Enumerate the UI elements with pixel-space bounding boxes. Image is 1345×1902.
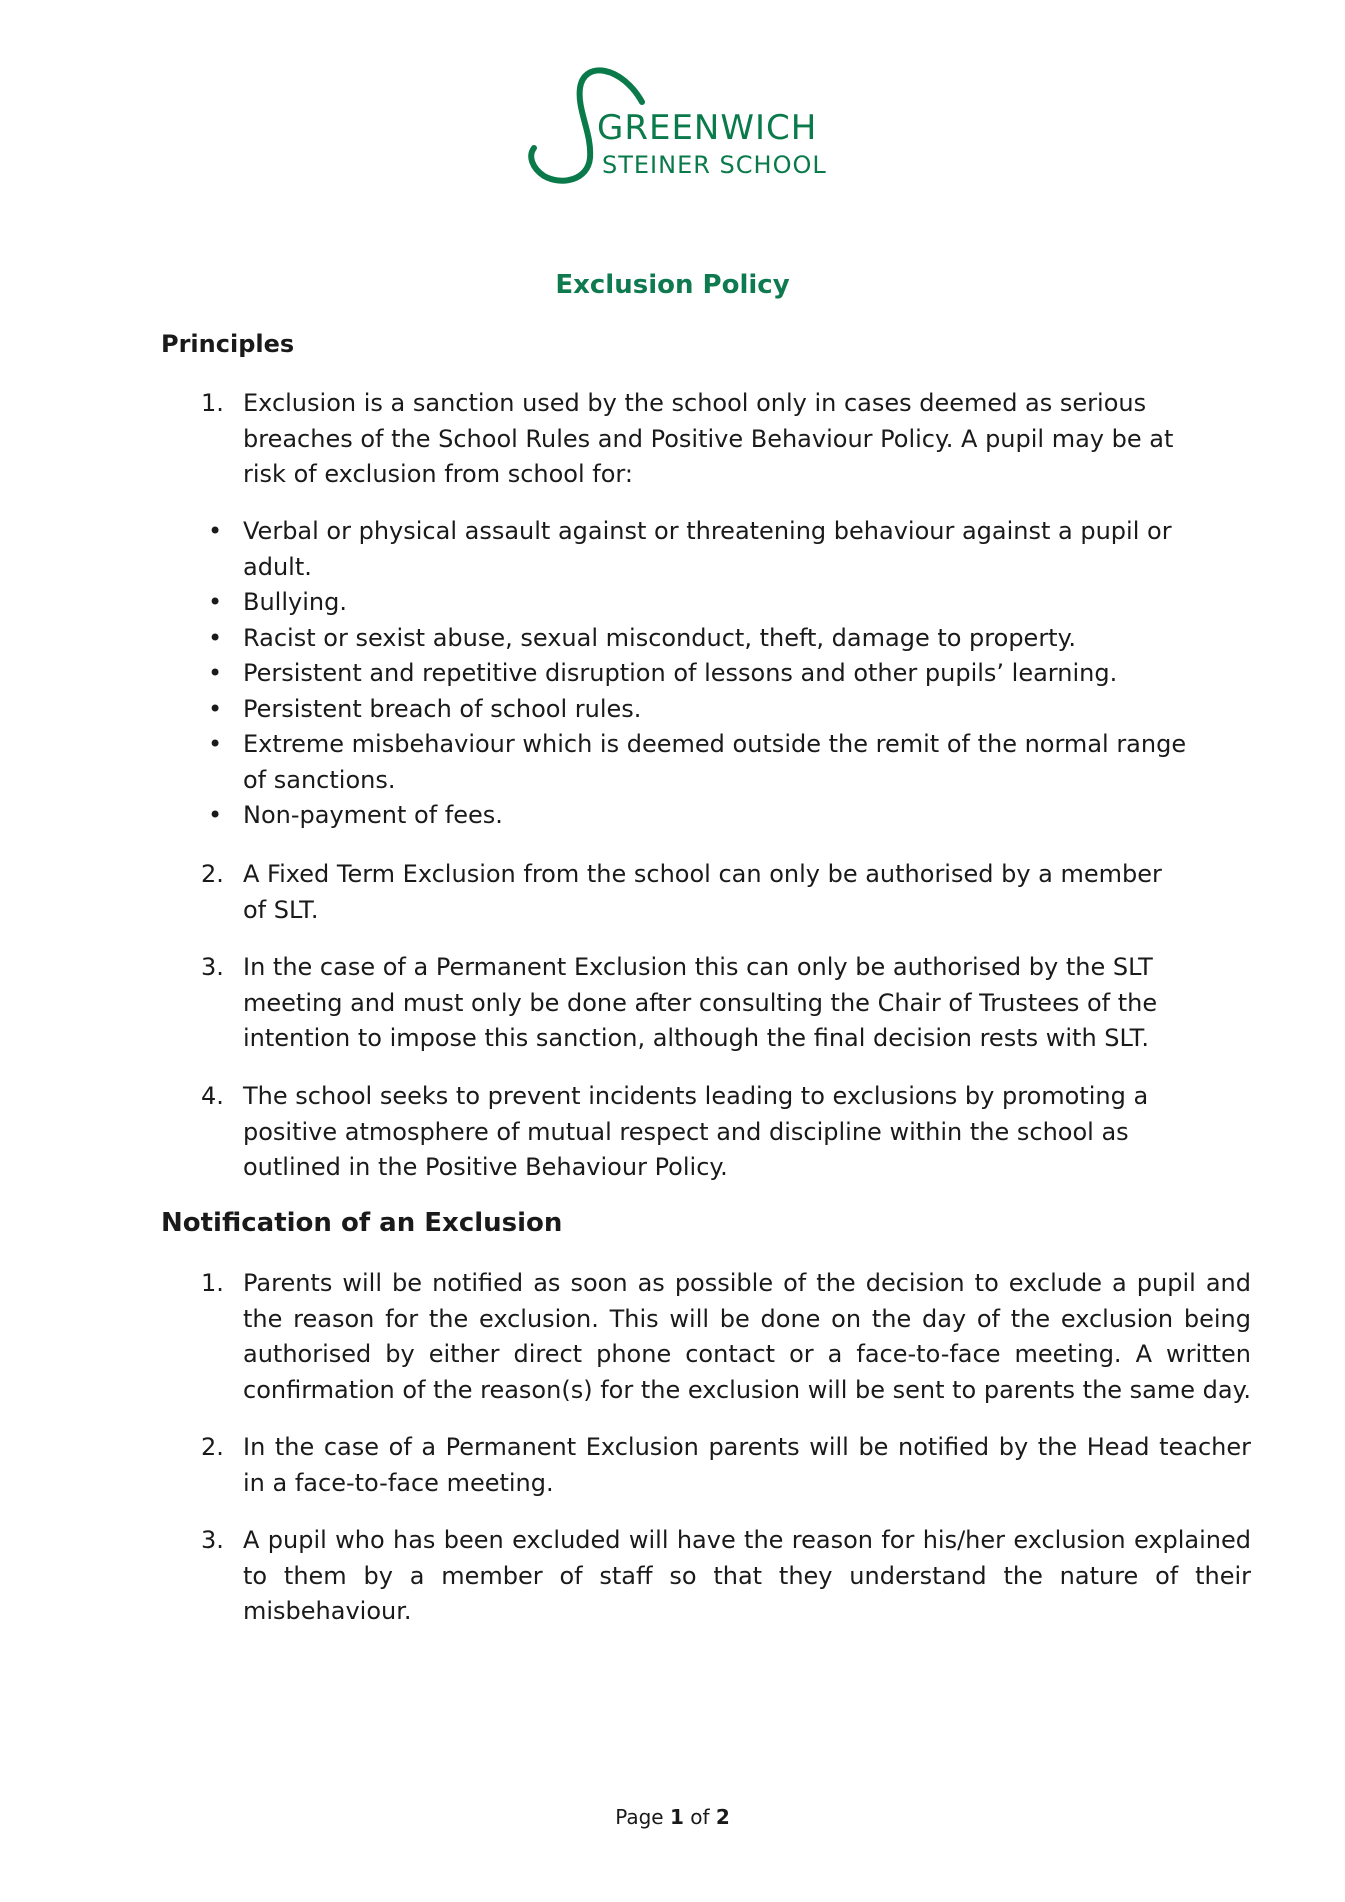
bullet-text: Bullying. xyxy=(243,588,347,616)
list-number: 3. xyxy=(201,953,224,981)
bullet-text: Non-payment of fees. xyxy=(243,801,503,829)
bullet-icon: • xyxy=(208,694,223,723)
bullet-item xyxy=(161,656,1191,692)
bullet-item xyxy=(161,692,1191,728)
bullet-text: Persistent breach of school rules. xyxy=(243,694,642,723)
list-item-text: Exclusion is a sanction used by the school only in cases deemed as serious breaches of the School Rules and Positive Behaviour Policy. A pupil may be at risk of exclusion from school for: xyxy=(243,389,1174,488)
bullet-icon: • xyxy=(208,623,223,652)
list-item-text: The school seeks to prevent incidents leading to exclusions by promoting a positive atmosphere of mutual respect and discipline within the school as outlined in the Positive Behaviour Policy. xyxy=(243,1082,1149,1181)
document-title: Exclusion Policy xyxy=(555,270,790,300)
page-of-label: of xyxy=(690,1805,710,1829)
list-item-text: Parents will be notified as soon as possible of the decision to exclude a pupil and the reason for the exclusion. This will be done on the day of the exclusion being authorised by either direct phone contact or a face-to-face meeting. A written confirmation of the reason(s) for the exclusion will be sent to parents the same day. xyxy=(243,1269,1252,1404)
principles-item-3 xyxy=(161,950,1191,1057)
bullet-icon: • xyxy=(208,730,223,758)
list-number: 2. xyxy=(201,1433,224,1461)
principles-item-1 xyxy=(161,386,1191,493)
list-number: 1. xyxy=(201,389,224,417)
bullet-item xyxy=(161,621,1191,657)
bullet-item xyxy=(161,798,1191,834)
bullet-icon: • xyxy=(208,588,223,616)
principles-item-4 xyxy=(161,1079,1191,1186)
bullet-icon: • xyxy=(208,659,223,687)
current-page-number: 1 xyxy=(669,1805,684,1829)
bullet-item xyxy=(161,514,1191,585)
principles-heading: Principles xyxy=(161,330,295,358)
page-footer xyxy=(0,1805,1345,1829)
bullet-item xyxy=(161,585,1191,621)
notification-heading: Notification of an Exclusion xyxy=(161,1208,563,1238)
list-item-text: In the case of a Permanent Exclusion parents will be notified by the Head teacher in a face-to-face meeting. xyxy=(243,1433,1251,1497)
page-label: Page xyxy=(615,1805,664,1829)
list-item-text: A pupil who has been excluded will have the reason for his/her exclusion explained to them by a member of staff so that they understand the nature of their misbehaviour. xyxy=(243,1526,1251,1625)
bullet-item xyxy=(161,727,1191,798)
notification-item-3 xyxy=(161,1523,1251,1630)
bullet-text: Racist or sexist abuse, sexual misconduct, theft, damage to property. xyxy=(243,623,1077,652)
school-logo xyxy=(522,58,832,188)
list-number: 4. xyxy=(201,1082,224,1110)
principles-item-2 xyxy=(161,857,1191,928)
logo-text-steiner-school: STEINER SCHOOL xyxy=(602,151,827,179)
bullet-text: Extreme misbehaviour which is deemed outside the remit of the normal range of sanctions. xyxy=(243,730,1187,794)
list-item-text: In the case of a Permanent Exclusion this can only be authorised by the SLT meeting and must only be done after consulting the Chair of Trustees of the intention to impose this sanction, although the final decision rests with SLT. xyxy=(243,953,1158,1052)
total-pages-number: 2 xyxy=(715,1805,730,1829)
bullet-icon: • xyxy=(208,517,223,545)
bullet-icon: • xyxy=(208,801,223,829)
notification-item-1 xyxy=(161,1266,1251,1408)
notification-item-2 xyxy=(161,1430,1251,1501)
list-number: 1. xyxy=(201,1269,224,1297)
list-item-text: A Fixed Term Exclusion from the school can only be authorised by a member of SLT. xyxy=(243,860,1162,924)
bullet-text: Persistent and repetitive disruption of lessons and other pupils’ learning. xyxy=(243,659,1118,687)
list-number: 2. xyxy=(201,860,224,888)
bullet-text: Verbal or physical assault against or threatening behaviour against a pupil or adult. xyxy=(243,517,1172,581)
principles-bullet-list xyxy=(161,514,1191,834)
logo-text-greenwich: GREENWICH xyxy=(597,108,818,148)
list-number: 3. xyxy=(201,1526,224,1554)
